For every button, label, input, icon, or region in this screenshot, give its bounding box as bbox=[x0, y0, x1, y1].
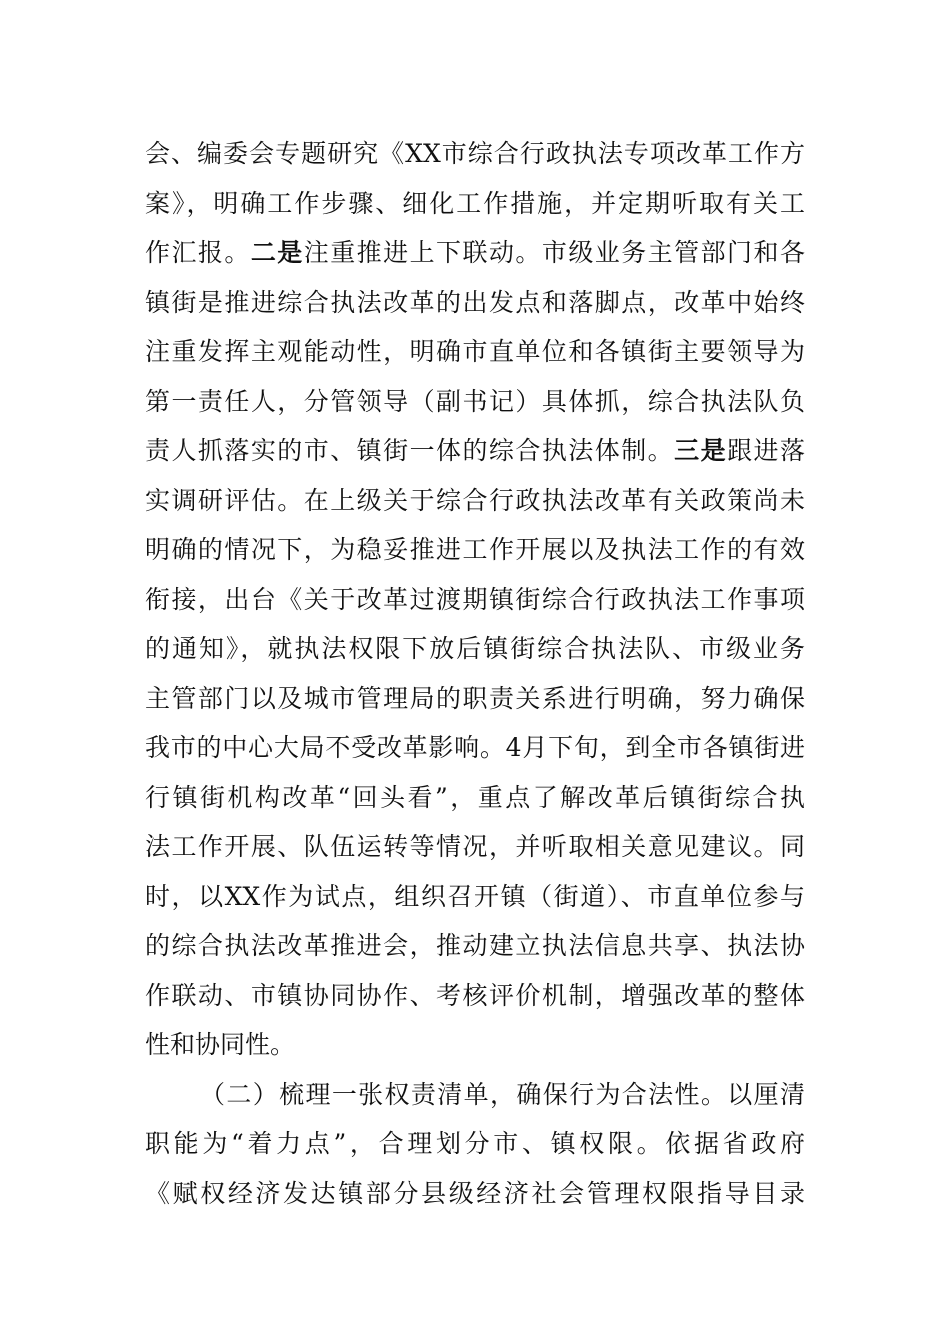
text-run: 的综合执法改革推进会，推动建立执法信息共享、执法协 bbox=[145, 931, 805, 960]
text-line-4 bbox=[145, 283, 805, 323]
text-run: 行镇街机构改革“回头看”，重点了解改革后镇街综合执 bbox=[145, 783, 805, 812]
text-line-15 bbox=[145, 827, 805, 867]
text-run: 明确的情况下，为稳妥推进工作开展以及执法工作的有效 bbox=[145, 535, 805, 564]
text-run: 案》，明确工作步骤、细化工作措施，并定期听取有关工 bbox=[145, 189, 805, 218]
text-run: 法工作开展、队伍运转等情况，并听取相关意见建议。同 bbox=[145, 832, 805, 861]
text-line-17 bbox=[145, 926, 805, 966]
text-line-11 bbox=[145, 629, 805, 669]
text-line-10 bbox=[145, 580, 805, 620]
text-line-7 bbox=[145, 431, 805, 471]
bold-run-third-point: 三是 bbox=[674, 436, 728, 465]
text-run: 作汇报。 bbox=[145, 238, 251, 267]
text-run: 跟进落 bbox=[727, 436, 805, 465]
text-line-14 bbox=[145, 778, 805, 818]
text-line-22 bbox=[145, 1174, 805, 1214]
text-line-2 bbox=[145, 184, 805, 224]
text-run: 职能为“着力点”，合理划分市、镇权限。依据省政府 bbox=[145, 1129, 805, 1158]
text-run: 第一责任人，分管领导（副书记）具体抓，综合执法队负 bbox=[145, 387, 805, 416]
text-line-18 bbox=[145, 976, 805, 1016]
text-line-6 bbox=[145, 382, 805, 422]
text-line-8 bbox=[145, 481, 805, 521]
text-run: （二）梳理一张权责清单，确保行为合法性。以厘清 bbox=[200, 1080, 805, 1109]
bold-run-second-point: 二是 bbox=[250, 238, 304, 267]
text-line-21 bbox=[145, 1124, 805, 1164]
text-run: 衔接，出台《关于改革过渡期镇街综合行政执法工作事项 bbox=[145, 585, 805, 614]
text-line-5 bbox=[145, 332, 805, 372]
text-line-19 bbox=[145, 1025, 805, 1065]
text-run: 的通知》，就执法权限下放后镇街综合执法队、市级业务 bbox=[145, 634, 805, 663]
text-run: 责人抓落实的市、镇街一体的综合执法体制。 bbox=[145, 436, 675, 465]
text-run: 注重发挥主观能动性，明确市直单位和各镇街主要领导为 bbox=[145, 337, 805, 366]
text-run: 《赋权经济发达镇部分县级经济社会管理权限指导目录 bbox=[145, 1179, 805, 1208]
text-run: 作联动、市镇协同协作、考核评价机制，增强改革的整体 bbox=[145, 981, 805, 1010]
text-line-9 bbox=[145, 530, 805, 570]
text-line-16 bbox=[145, 877, 805, 917]
section-heading-line bbox=[200, 1075, 805, 1115]
text-line-3 bbox=[145, 233, 805, 273]
text-run: 性和协同性。 bbox=[145, 1030, 296, 1059]
text-run: 主管部门以及城市管理局的职责关系进行明确，努力确保 bbox=[145, 684, 805, 713]
text-line-1 bbox=[145, 134, 805, 174]
text-line-12 bbox=[145, 679, 805, 719]
text-run: 镇街是推进综合执法改革的出发点和落脚点，改革中始终 bbox=[145, 288, 805, 317]
text-run: 时，以XX作为试点，组织召开镇（街道）、市直单位参与 bbox=[145, 882, 805, 911]
text-run: 实调研评估。在上级关于综合行政执法改革有关政策尚未 bbox=[145, 486, 805, 515]
text-run: 我市的中心大局不受改革影响。4月下旬，到全市各镇街进 bbox=[145, 733, 805, 762]
text-run: 会、编委会专题研究《XX市综合行政执法专项改革工作方 bbox=[145, 139, 805, 168]
text-run: 注重推进上下联动。市级业务主管部门和各 bbox=[303, 238, 805, 267]
text-line-13 bbox=[145, 728, 805, 768]
